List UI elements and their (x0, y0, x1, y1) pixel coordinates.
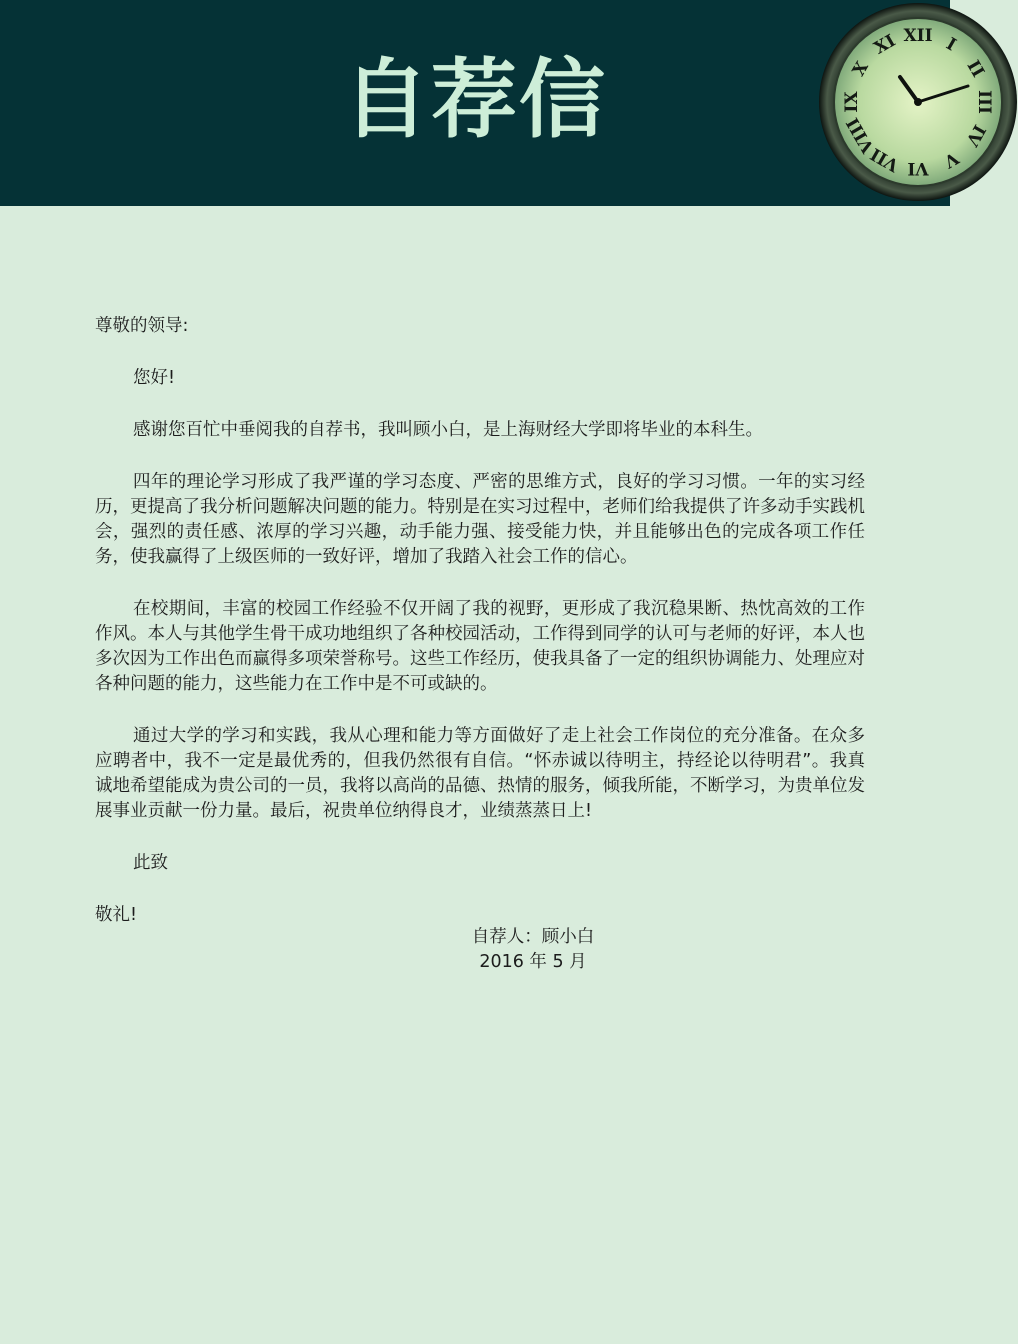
clock-numeral: VIII (842, 113, 879, 157)
paragraph-campus: 在校期间，丰富的校园工作经验不仅开阔了我的视野，更形成了我沉稳果断、热忱高效的工作作风。本人与其他学生骨干成功地组织了各种校园活动，工作得到同学的认可与老师的好评，本人也多次因为工作出色而赢得多项荣誉称号。这些工作经历，使我具备了一定的组织协调能力、处理应对各种问题的能力，这些能力在工作中是不可或缺的。 (95, 599, 865, 694)
clock-numeral: XII (903, 26, 933, 46)
header-banner (0, 0, 994, 206)
signature: 自荐人：顾小白 (471, 927, 595, 947)
regards: 敬礼! (95, 905, 138, 925)
clock-numeral: VII (867, 143, 903, 176)
greeting: 您好! (133, 368, 176, 388)
clock-numeral: IX (842, 91, 862, 113)
salutation: 尊敬的领导: (95, 316, 189, 336)
clock-numeral: V (940, 147, 962, 172)
clock-numeral: X (848, 58, 873, 80)
date: 2016 年 5 月 (479, 952, 587, 972)
paragraph-intro: 感谢您百忙中垂阅我的自荐书，我叫顾小白，是上海财经大学即将毕业的本科生。 (133, 420, 763, 440)
clock-numeral: III (974, 90, 994, 114)
page-title: 自荐信 (343, 50, 607, 150)
paragraph-conclusion: 通过大学的学习和实践，我从心理和能力等方面做好了走上社会工作岗位的充分准备。在众多应聘者中，我不一定是最优秀的，但我仍然很有自信。“怀赤诚以待明主，持经论以待明君”。我真诚地希望能成为贵公司的一员，我将以高尚的品德、热情的服务，倾我所能，不断学习，为贵单位发展事业贡献一份力量。最后，祝贵单位纳得良才，业绩蒸蒸日上! (95, 726, 865, 821)
clock-numeral: IV (961, 120, 990, 150)
clock-numeral: VI (907, 158, 929, 178)
wall-clock-icon (818, 2, 1018, 202)
paragraph-study: 四年的理论学习形成了我严谨的学习态度、严密的思维方式，良好的学习习惯。一年的实习经历，更提高了我分析问题解决问题的能力。特别是在实习过程中，老师们给我提供了许多动手实践机会，强烈的责任感、浓厚的学习兴趣，动手能力强、接受能力快，并且能够出色的完成各项工作任务，使我赢得了上级医师的一致好评，增加了我踏入社会工作的信心。 (95, 472, 865, 567)
clock-numeral: II (962, 57, 988, 81)
clock-numeral: I (942, 34, 960, 56)
clock-numeral: XI (870, 30, 900, 59)
closing: 此致 (133, 853, 168, 873)
letter-body (95, 314, 865, 928)
